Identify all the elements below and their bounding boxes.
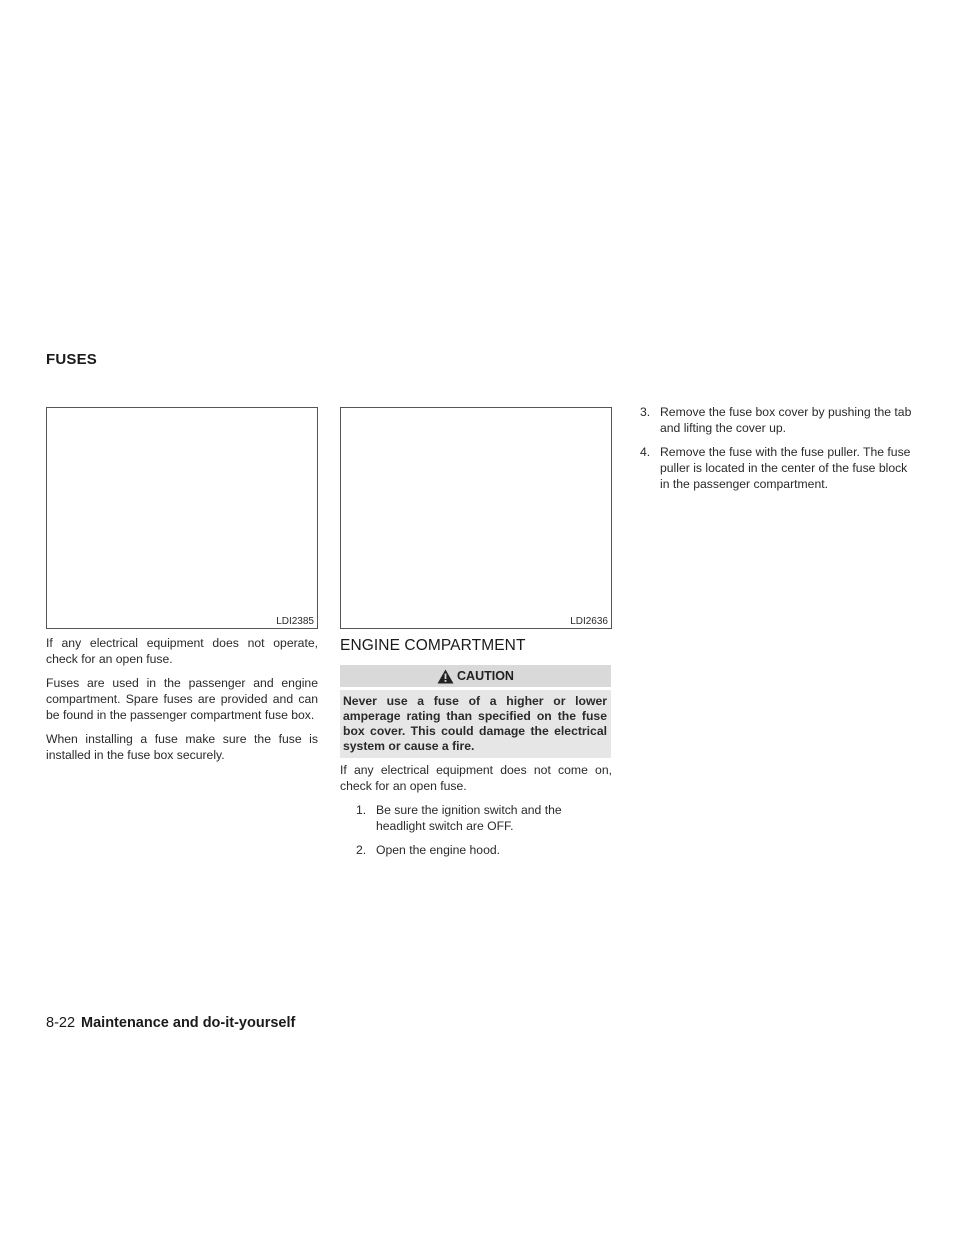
paragraph: If any electrical equipment does not come on, check for an open fuse. [340,763,612,793]
caution-box [340,665,611,758]
caution-text: Never use a fuse of a higher or lower amperage rating than specified on the fuse box cover. This could damage the electrical system or cause a fire. [340,690,611,758]
step-number: 4. [640,445,651,459]
right-column [640,404,914,500]
section-title: FUSES [46,351,98,368]
list-item [340,802,612,834]
step-number: 2. [356,843,367,857]
step-number: 3. [640,405,651,419]
warning-triangle-icon [437,669,454,684]
caution-header [340,665,611,687]
caution-title: CAUTION [457,669,514,683]
figure-fuse-box-passenger [46,407,318,629]
left-column [46,635,318,771]
step-text: Remove the fuse box cover by pushing the tab and lifting the cover up. [660,405,912,435]
step-text: Remove the fuse with the fuse puller. The fuse puller is located in the center of the fuse block in the passenger compartment. [660,445,911,491]
paragraph: When installing a fuse make sure the fuse is installed in the fuse box securely. [46,732,318,762]
middle-column [340,762,612,866]
engine-compartment-heading: ENGINE COMPARTMENT [340,637,526,654]
page-number: 8-22 [46,1015,76,1031]
step-text: Be sure the ignition switch and the headlight switch are OFF. [376,803,562,833]
step-number: 1. [356,803,367,817]
steps-list [640,404,914,492]
paragraph: If any electrical equipment does not operate, check for an open fuse. [46,636,318,666]
list-item [340,842,612,858]
figure-fuse-box-engine [340,407,612,629]
figure-label: LDI2385 [276,616,314,627]
paragraph: Fuses are used in the passenger and engine compartment. Spare fuses are provided and can be found in the passenger compartment fuse box. [46,676,318,722]
steps-list [340,802,612,858]
page-footer [46,1015,295,1031]
footer-section-name: Maintenance and do-it-yourself [81,1015,296,1031]
figure-label: LDI2636 [570,616,608,627]
list-item [640,444,914,492]
list-item [640,404,914,436]
step-text: Open the engine hood. [376,843,501,857]
